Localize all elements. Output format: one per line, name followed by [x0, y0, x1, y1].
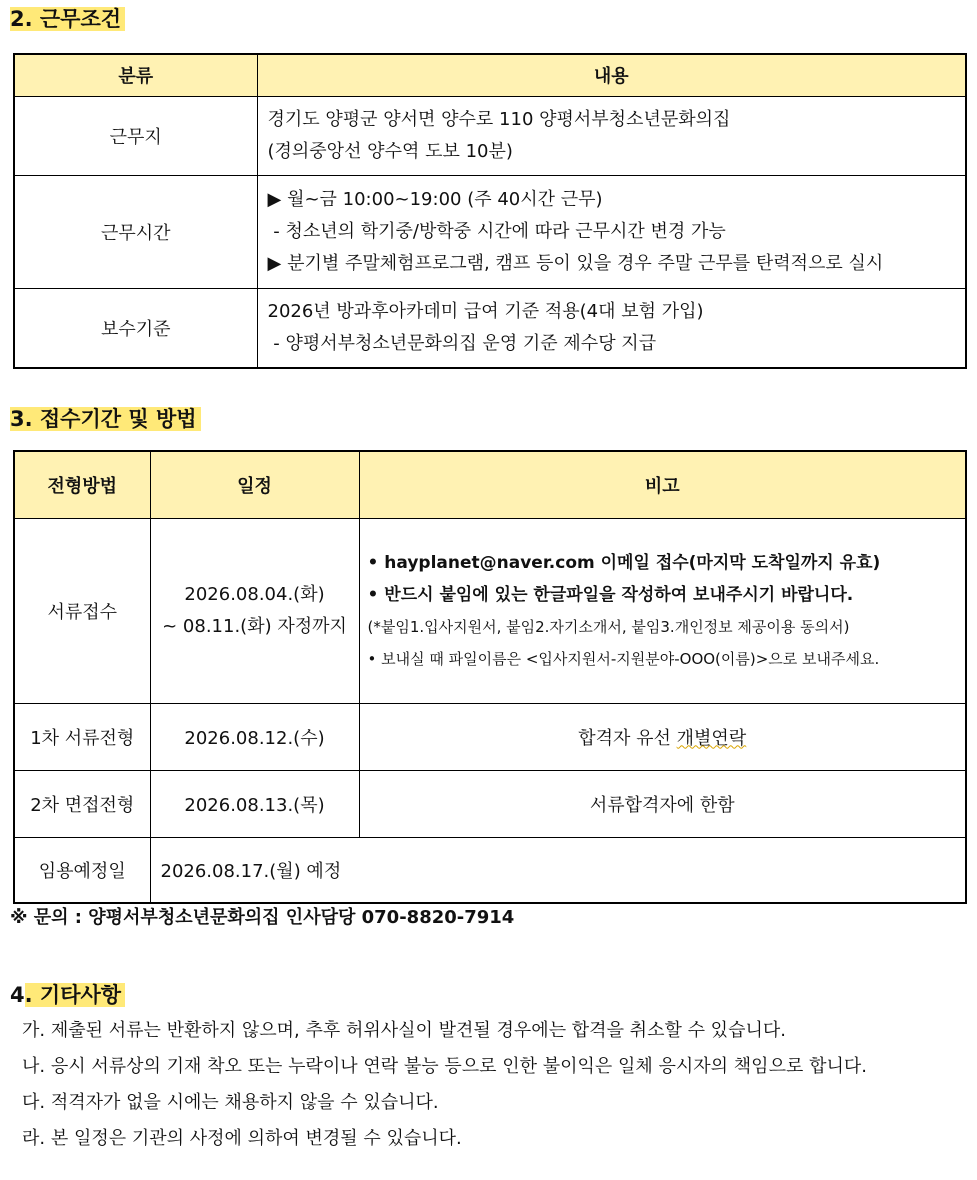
table-row	[14, 96, 966, 175]
schedule-second: 2026.08.13.(목)	[150, 770, 359, 837]
hours-content	[257, 175, 966, 288]
note-attachment-list: (*붙임1.입사지원서, 붙임2.자기소개서, 붙임3.개인정보 제공이용 동의서)	[367, 617, 850, 636]
method-first: 1차 서류전형	[14, 703, 150, 770]
note-email: • hayplanet@naver.com 이메일 접수(마지막 도착일까지 유효)	[367, 552, 881, 573]
schedule-document	[150, 518, 359, 703]
note-second: 서류합격자에 한함	[359, 770, 966, 837]
hours-line: ▶ 월~금 10:00~19:00 (주 40시간 근무)	[267, 188, 603, 210]
table-row	[14, 288, 966, 368]
note-attachment: • 반드시 붙임에 있는 한글파일을 작성하여 보내주시기 바랍니다.	[367, 584, 854, 605]
workplace-address: 경기도 양평군 양서면 양수로 110 양평서부청소년문화의집	[267, 108, 731, 130]
section2-title: 2. 근무조건	[10, 4, 125, 34]
pay-content	[257, 288, 966, 368]
method-document: 서류접수	[14, 518, 150, 703]
row-label-pay: 보수기준	[14, 288, 257, 368]
list-item: 라. 본 일정은 기관의 사정에 의하여 변경될 수 있습니다.	[22, 1128, 462, 1149]
method-appointment: 임용예정일	[14, 837, 150, 903]
note-filename: • 보내실 때 파일이름은 <입사지원서-지원분야-OOO(이름)>으로 보내주세요.	[367, 649, 880, 668]
list-item: 가. 제출된 서류는 반환하지 않으며, 추후 허위사실이 발견될 경우에는 합격을 취소할 수 있습니다.	[22, 1020, 786, 1041]
list-item: 나. 응시 서류상의 기재 착오 또는 누락이나 연락 불능 등으로 인한 불이익은 일체 응시자의 책임으로 합니다.	[22, 1056, 867, 1077]
header-category: 분류	[14, 54, 257, 96]
hours-line: ▶ 분기별 주말체험프로그램, 캠프 등이 있을 경우 주말 근무를 탄력적으로 실시	[267, 252, 884, 274]
section3-title: 3. 접수기간 및 방법	[10, 404, 201, 434]
header-note: 비고	[359, 451, 966, 518]
table-header-row	[14, 54, 966, 96]
table-row	[14, 703, 966, 770]
pay-line: - 양평서부청소년문화의집 운영 기준 제수당 지급	[267, 332, 657, 354]
table-row	[14, 175, 966, 288]
schedule-line: 2026.08.04.(화)	[184, 583, 325, 605]
header-method: 전형방법	[14, 451, 150, 518]
header-content: 내용	[257, 54, 966, 96]
workplace-directions: (경의중앙선 양수역 도보 10분)	[267, 140, 513, 162]
table-row	[14, 518, 966, 703]
table-row	[14, 837, 966, 903]
row-label-hours: 근무시간	[14, 175, 257, 288]
method-second: 2차 면접전형	[14, 770, 150, 837]
header-schedule: 일정	[150, 451, 359, 518]
hours-line: - 청소년의 학기중/방학중 시간에 따라 근무시간 변경 가능	[267, 220, 726, 242]
workplace-content	[257, 96, 966, 175]
section4-title: 4. 기타사항	[10, 980, 125, 1010]
table-header-row	[14, 451, 966, 518]
pay-line: 2026년 방과후아카데미 급여 기준 적용(4대 보험 가입)	[267, 300, 704, 322]
list-item: 다. 적격자가 없을 시에는 채용하지 않을 수 있습니다.	[22, 1092, 439, 1113]
note-text: 개별연락	[676, 727, 747, 749]
note-document	[359, 518, 966, 703]
application-table	[13, 450, 967, 904]
schedule-first: 2026.08.12.(수)	[150, 703, 359, 770]
table-row	[14, 770, 966, 837]
schedule-appointment: 2026.08.17.(월) 예정	[150, 837, 966, 903]
work-conditions-table	[13, 53, 967, 369]
note-text: 합격자 유선	[578, 727, 677, 749]
row-label-workplace: 근무지	[14, 96, 257, 175]
inquiry-contact: ※ 문의 : 양평서부청소년문화의집 인사담당 070-8820-7914	[10, 907, 515, 928]
note-first	[359, 703, 966, 770]
schedule-line: ~ 08.11.(화) 자정까지	[162, 615, 347, 637]
